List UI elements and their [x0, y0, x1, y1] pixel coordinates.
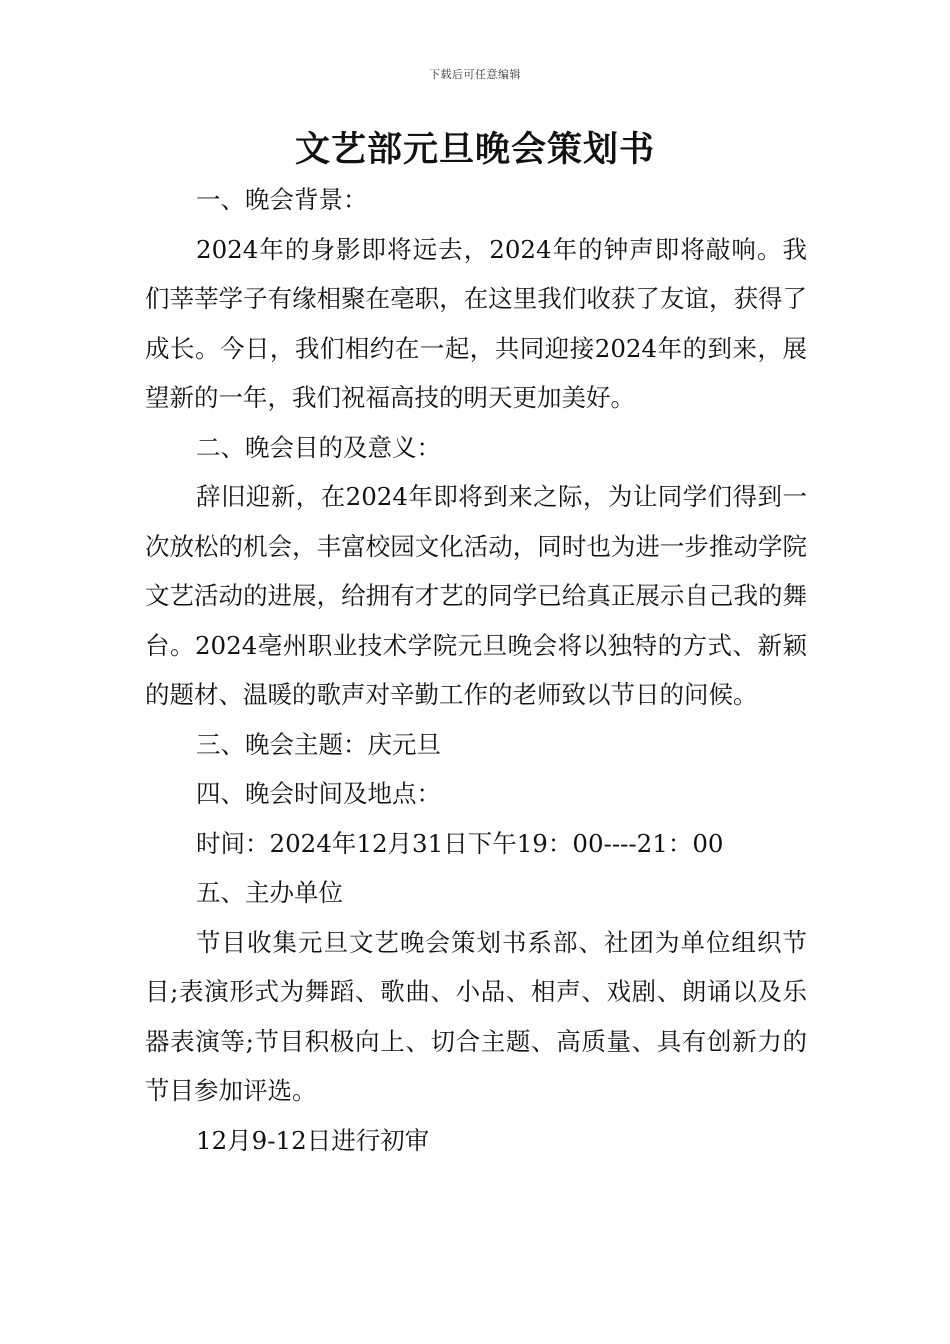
paragraph-time: 时间：2024年12月31日下午19：00----21：00: [196, 828, 724, 858]
paragraph-programs: 节目收集元旦文艺晚会策划书系部、社团为单位组织节目;表演形式为舞蹈、歌曲、小品、相声、戏剧、朗诵以及乐器表演等;节目积极向上、切合主题、高质量、具有创新力的节目参加评选。: [145, 927, 807, 1105]
document-body: [145, 175, 807, 1165]
paragraph-purpose: 辞旧迎新，在2024年即将到来之际，为让同学们得到一次放松的机会，丰富校园文化活动，同时也为进一步推动学院文艺活动的进展，给拥有才艺的同学已给真正展示自己我的舞台。2024亳州职业技术学院元旦晚会将以独特的方式、新颖的题材、温暖的歌声对辛勤工作的老师致以节日的问候。: [145, 482, 807, 709]
section-heading-organizer: 五、主办单位: [196, 878, 343, 907]
paragraph-background: 2024年的身影即将远去，2024年的钟声即将敲响。我们莘莘学子有缘相聚在亳职，在这里我们收获了友谊，获得了成长。今日，我们相约在一起，共同迎接2024年的到来，展望新的一年，我们祝福高技的明天更加美好。: [145, 234, 807, 412]
header-note: 下载后可任意编辑: [429, 68, 521, 81]
paragraph-schedule: 12月9-12日进行初审: [196, 1125, 430, 1155]
section-heading-purpose: 二、晚会目的及意义：: [196, 432, 441, 462]
section-heading-time-place: 四、晚会时间及地点：: [196, 779, 441, 808]
section-heading-background: 一、晚会背景：: [196, 185, 368, 214]
document-title: 文艺部元旦晚会策划书: [294, 129, 655, 170]
section-heading-theme: 三、晚会主题：庆元旦: [196, 729, 441, 759]
